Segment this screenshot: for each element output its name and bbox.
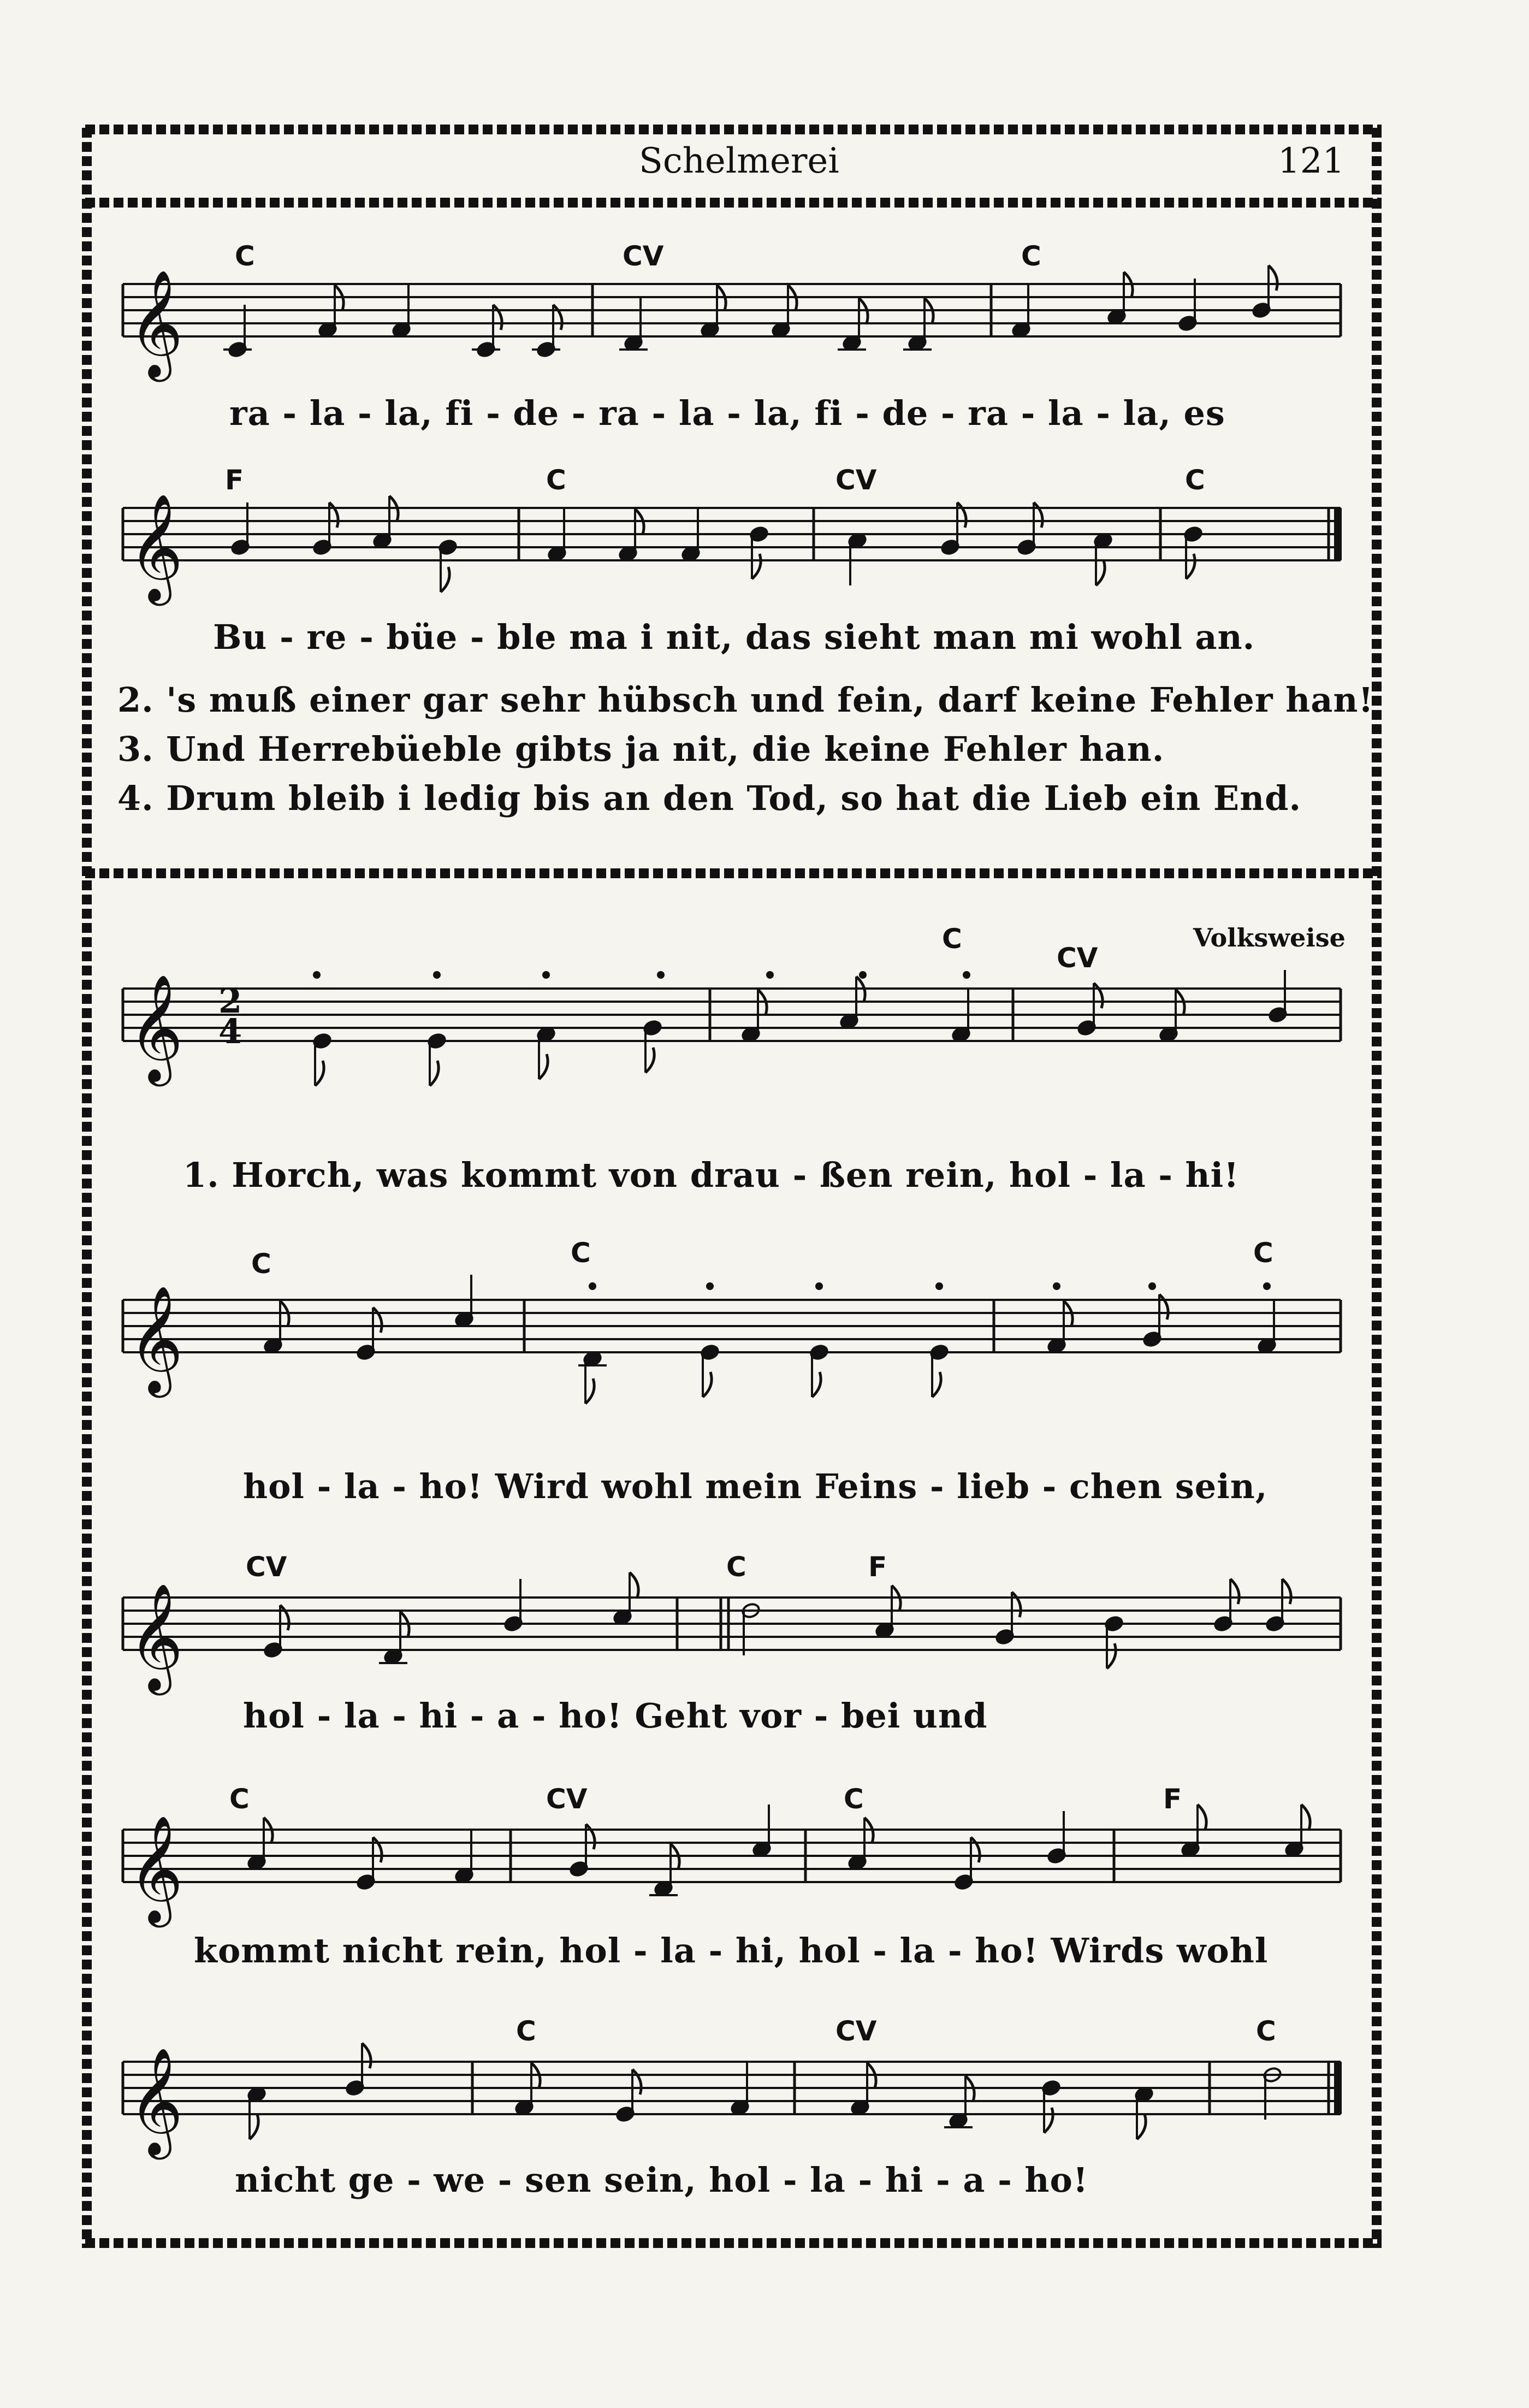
treble-clef-icon: 𝄞 bbox=[128, 974, 183, 1082]
chord-symbol: C bbox=[942, 923, 962, 955]
staves bbox=[123, 269, 1342, 2159]
staccato-dot bbox=[859, 971, 867, 979]
treble-clef-icon: 𝄞 bbox=[128, 269, 183, 377]
staccato-dot bbox=[313, 971, 321, 979]
staccato-dot bbox=[766, 971, 774, 979]
staff bbox=[123, 269, 1341, 382]
note-icon bbox=[1159, 990, 1184, 1043]
chord-symbol: CV bbox=[546, 1783, 588, 1815]
note-icon bbox=[1047, 1811, 1066, 1864]
note-icon bbox=[929, 1344, 949, 1397]
chord-symbol: C bbox=[844, 1783, 864, 1815]
page-number: 121 bbox=[1278, 141, 1345, 181]
note-icon bbox=[681, 509, 701, 562]
note-icon bbox=[839, 977, 865, 1030]
note-icon bbox=[741, 990, 767, 1043]
verse-4: 4. Drum bleib i ledig bis an den Tod, so hat die Lieb ein End. bbox=[117, 778, 1302, 818]
note-icon bbox=[1183, 526, 1203, 579]
chord-symbol: C bbox=[571, 1237, 591, 1269]
note-icon bbox=[700, 1344, 720, 1397]
chord-symbol: CV bbox=[835, 2015, 877, 2047]
note-icon bbox=[318, 285, 343, 338]
lyrics-line: nicht ge - we - sen sein, hol - la - hi - a - ho! bbox=[235, 2160, 1089, 2200]
note-icon bbox=[514, 2063, 540, 2116]
chord-symbol: C bbox=[546, 464, 566, 496]
chord-symbol: C bbox=[1253, 1237, 1273, 1269]
treble-clef-icon: 𝄞 bbox=[128, 1583, 183, 1691]
note-icon bbox=[618, 509, 644, 562]
staccato-dot bbox=[657, 971, 665, 979]
composer-credit: Volksweise bbox=[1193, 923, 1346, 952]
note-icon bbox=[875, 1585, 900, 1638]
note-icon bbox=[752, 1804, 772, 1857]
verse-2: 2. 's muß einer gar sehr hübsch und fein, darf keine Fehler han! bbox=[117, 680, 1374, 720]
staff bbox=[123, 2047, 1342, 2159]
treble-clef-icon: 𝄞 bbox=[128, 1285, 183, 1393]
treble-clef-icon: 𝄞 bbox=[128, 2047, 183, 2155]
lyrics-line: kommt nicht rein, hol - la - hi, hol - la - ho! Wirds wohl bbox=[194, 1931, 1269, 1971]
note-icon bbox=[848, 533, 867, 585]
note-icon bbox=[392, 285, 411, 338]
note-icon bbox=[613, 1572, 638, 1625]
note-icon bbox=[372, 496, 398, 549]
time-signature-bottom: 4 bbox=[218, 1011, 242, 1051]
lyrics-line: hol - la - ho! Wird wohl mein Feins - lieb - chen sein, bbox=[243, 1466, 1268, 1506]
chord-symbol: C bbox=[516, 2015, 536, 2047]
staccato-dot bbox=[1053, 1282, 1060, 1290]
note-icon bbox=[1284, 1804, 1310, 1857]
staccato-dot bbox=[1148, 1282, 1156, 1290]
staccato-dot bbox=[706, 1282, 714, 1290]
treble-clef-icon: 𝄞 bbox=[128, 1815, 183, 1923]
note-icon bbox=[1178, 279, 1198, 332]
chord-symbol: C bbox=[235, 240, 255, 272]
lyrics-line: 1. Horch, was kommt von drau - ßen rein, hol - la - hi! bbox=[183, 1155, 1240, 1195]
note-icon bbox=[1104, 1616, 1124, 1669]
staccato-dot bbox=[589, 1282, 596, 1290]
note-icon bbox=[903, 298, 933, 351]
chord-symbol: CV bbox=[835, 464, 877, 496]
note-icon bbox=[848, 1818, 873, 1871]
note-icon bbox=[578, 1351, 607, 1404]
note-icon bbox=[1047, 1301, 1072, 1354]
chord-symbol: CV bbox=[1057, 942, 1098, 974]
note-icon bbox=[247, 1818, 272, 1871]
lyrics-line: hol - la - hi - a - ho! Geht vor - bei und bbox=[243, 1696, 988, 1736]
note-icon bbox=[223, 305, 252, 358]
note-icon bbox=[1134, 2086, 1154, 2139]
note-icon bbox=[944, 2076, 974, 2129]
staff bbox=[123, 493, 1342, 606]
note-icon bbox=[951, 990, 971, 1043]
note-icon bbox=[503, 1579, 523, 1632]
lyrics-line: Bu - re - büe - ble ma i nit, das sieht man mi wohl an. bbox=[213, 617, 1255, 657]
note-icon bbox=[547, 509, 567, 562]
staff bbox=[123, 974, 1341, 1086]
note-icon bbox=[730, 2063, 750, 2116]
chord-symbol: C bbox=[229, 1783, 250, 1815]
chord-symbol: F bbox=[225, 464, 244, 496]
note-icon bbox=[230, 502, 250, 555]
final-bar-line bbox=[1334, 2062, 1342, 2114]
note-icon bbox=[1268, 970, 1288, 1023]
chord-symbol: F bbox=[1163, 1783, 1182, 1815]
note-icon bbox=[850, 2063, 876, 2116]
note-icon bbox=[771, 285, 797, 338]
note-icon bbox=[643, 1020, 662, 1073]
final-bar-line bbox=[1334, 508, 1342, 560]
staccato-dot bbox=[433, 971, 441, 979]
chord-symbol: CV bbox=[623, 240, 664, 272]
treble-clef-icon: 𝄞 bbox=[128, 493, 183, 601]
note-icon bbox=[1041, 2080, 1061, 2133]
note-icon bbox=[379, 1612, 409, 1665]
time-signature-top: 2 bbox=[218, 981, 242, 1021]
chord-symbol: C bbox=[1185, 464, 1205, 496]
note-icon bbox=[749, 526, 769, 579]
running-title: Schelmerei bbox=[639, 141, 839, 181]
note-icon bbox=[472, 305, 502, 358]
note-icon bbox=[532, 305, 562, 358]
note-icon bbox=[536, 1026, 556, 1079]
staccato-dot bbox=[542, 971, 550, 979]
chord-symbol: C bbox=[251, 1248, 271, 1280]
note-icon bbox=[1093, 533, 1113, 585]
note-icon bbox=[312, 1033, 332, 1086]
chord-symbol: C bbox=[726, 1551, 746, 1583]
note-icon bbox=[263, 1301, 289, 1354]
staccato-dot bbox=[1263, 1282, 1271, 1290]
note-icon bbox=[454, 1275, 474, 1328]
verse-3: 3. Und Herrebüeble gibts ja nit, die keine Fehler han. bbox=[117, 729, 1165, 769]
note-icon bbox=[438, 539, 458, 592]
chord-symbol: CV bbox=[246, 1551, 287, 1583]
note-icon bbox=[427, 1033, 447, 1086]
note-icon bbox=[809, 1344, 829, 1397]
staccato-dot bbox=[935, 1282, 943, 1290]
chord-symbol: F bbox=[868, 1551, 887, 1583]
note-icon bbox=[1011, 285, 1031, 338]
staccato-dot bbox=[815, 1282, 823, 1290]
chord-symbol: C bbox=[1021, 240, 1041, 272]
note-icon bbox=[1257, 1301, 1277, 1354]
note-icon bbox=[247, 2086, 266, 2139]
note-icon bbox=[1107, 272, 1133, 325]
note-icon bbox=[700, 285, 726, 338]
staccato-dot bbox=[963, 971, 970, 979]
note-icon bbox=[619, 298, 648, 351]
staff bbox=[123, 1583, 1341, 1695]
note-icon bbox=[1181, 1804, 1206, 1857]
note-icon bbox=[454, 1831, 474, 1884]
chord-symbol: C bbox=[1256, 2015, 1276, 2047]
note-icon bbox=[649, 1844, 679, 1897]
lyrics-line: ra - la - la, fi - de - ra - la - la, fi - de - ra - la - la, es bbox=[229, 393, 1225, 433]
staff bbox=[123, 1815, 1341, 1927]
note-icon bbox=[838, 298, 868, 351]
